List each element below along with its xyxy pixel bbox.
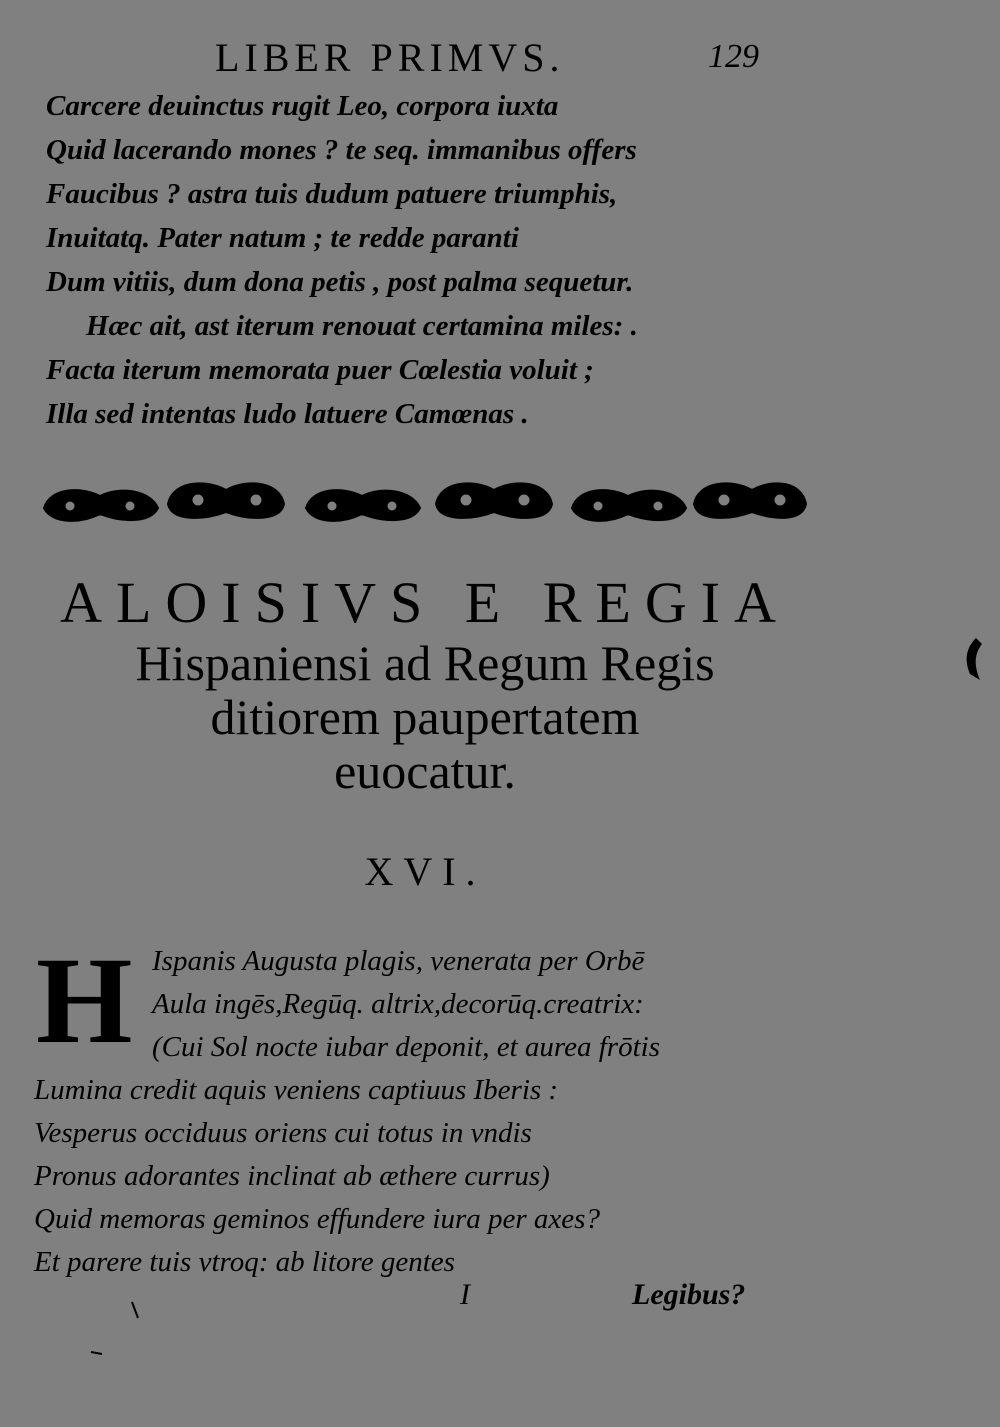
poem-line: Ispanis Augusta plagis, venerata per Orbē	[152, 945, 645, 977]
catchword: Legibus?	[632, 1278, 746, 1311]
fleuron-icon	[306, 490, 420, 521]
poem-line: Lumina credit aquis veniens captiuus Iberis :	[34, 1074, 559, 1106]
section-number: XVI.	[364, 849, 486, 894]
ink-speck-icon	[90, 1350, 104, 1356]
running-title: LIBER PRIMVS.	[215, 35, 565, 80]
fleuron-icon	[694, 483, 806, 518]
verse-line: Faucibus ? astra tuis dudum patuere triumphis,	[46, 178, 618, 210]
fleuron-icon	[168, 483, 284, 518]
verse-line: Quid lacerando mones ? te seq. immanibus offers	[46, 134, 637, 166]
ornament-band	[40, 478, 810, 528]
verse-line: Carcere deuinctus rugit Leo, corpora iuxta	[46, 90, 559, 122]
drop-cap: H	[36, 932, 133, 1069]
poem-line: (Cui Sol nocte iubar deponit, et aurea frōtis	[152, 1031, 660, 1063]
page-footer	[40, 1278, 820, 1322]
verse-line: Inuitatq. Pater natum ; te redde paranti	[46, 222, 519, 254]
ink-speck-icon	[130, 1300, 142, 1322]
signature-mark: I	[460, 1278, 470, 1311]
verse-line: Dum vitiis, dum dona petis , post palma sequetur.	[46, 266, 634, 298]
verse-block	[46, 84, 836, 436]
poem	[34, 932, 824, 1284]
heading-line: ALOISIVS E REGIA	[60, 570, 790, 635]
poem-line: Pronus adorantes inclinat ab æthere currus)	[34, 1160, 550, 1192]
poem-line: Aula ingēs,Regūq. altrix,decorūq.creatrix:	[152, 988, 644, 1020]
verse-line: Facta iterum memorata puer Cœlestia voluit ;	[46, 354, 594, 386]
heading-line: Hispaniensi ad Regum Regis	[135, 635, 715, 691]
verse-line: Hæc ait, ast iterum renouat certamina miles: .	[86, 310, 638, 342]
poem-line: Quid memoras geminos effundere iura per axes?	[34, 1203, 600, 1235]
section-heading	[40, 570, 810, 798]
fleuron-icon	[436, 483, 552, 518]
heading-line: ditiorem paupertatem	[210, 689, 640, 745]
fleuron-icon	[572, 490, 686, 521]
running-head	[40, 34, 820, 84]
fleuron-icon	[44, 490, 158, 521]
poem-line: Et parere tuis vtroq: ab litore gentes	[34, 1246, 455, 1278]
poem-line: Vesperus occiduus oriens cui totus in vndis	[34, 1117, 532, 1149]
heading-line: euocatur.	[334, 743, 516, 799]
margin-mark-icon	[958, 634, 988, 684]
page-number: 129	[708, 38, 759, 75]
verse-line: Illa sed intentas ludo latuere Camœnas .	[46, 398, 529, 430]
